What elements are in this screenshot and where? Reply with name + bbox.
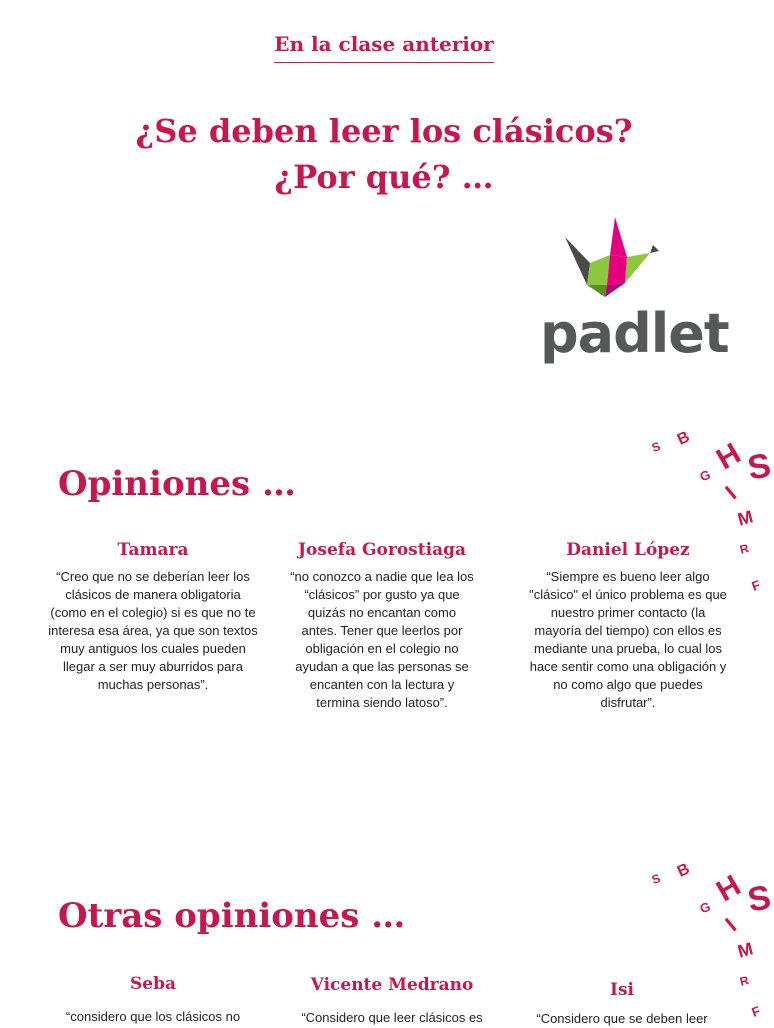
opinion-quote: “Siempre es bueno leer algo "clásico" el único problema es que nuestro primer contacto (la mayoría del tiempo) con ellos es mediante una prueba, lo cual los hace sentir como una obligación y no como algo que puedes disfrutar”. (529, 569, 727, 710)
opinion-quote: “Considero que leer clásicos es (301, 1010, 483, 1025)
decor-letter: S (744, 446, 774, 488)
opinion-card-isi (512, 980, 732, 1028)
opinion-quote: “no conozco a nadie que lea los “clásicos” por gusto ya que quizás no encantan como antes. Tener que leerlos por obligación en el colegio no ayudan a que las personas se encanten con la lectura y termina siendo latoso”. (290, 569, 474, 710)
opinion-author: Josefa Gorostiaga (298, 540, 466, 560)
opinion-author: Seba (130, 974, 176, 994)
decor-letter: I (720, 481, 742, 505)
previous-class-link[interactable]: En la clase anterior (274, 32, 493, 63)
decor-letter: R (738, 541, 751, 557)
opinion-author: Tamara (117, 540, 189, 560)
main-question (0, 108, 768, 200)
opinion-quote: “Considero que se deben leer (536, 1011, 708, 1026)
decor-letter: F (749, 1003, 763, 1020)
opinion-author: Vicente Medrano (310, 975, 474, 995)
decor-letter: G (697, 898, 713, 917)
decor-letter: M (735, 506, 756, 530)
opinion-author: Daniel López (566, 540, 690, 560)
decor-letter: S (649, 439, 663, 455)
decor-letter: F (749, 577, 763, 594)
opinion-card-vicente (282, 975, 502, 1027)
decor-letter: S (744, 878, 774, 920)
opinion-quote: “considero que los clásicos no (65, 1009, 241, 1024)
decor-letter: M (735, 938, 756, 962)
opinion-card-daniel (518, 540, 738, 712)
padlet-wordmark: padlet (540, 302, 729, 365)
decor-letter: G (697, 466, 713, 485)
decor-letter: H (710, 436, 747, 477)
decor-letter: B (674, 428, 693, 449)
opinion-card-tamara (43, 540, 263, 694)
decor-letter: I (720, 913, 742, 937)
opinion-quote: “Creo que no se deberían leer los clásicos de manera obligatoria (como en el colegio) si es que no te interesa esa área, ya que son textos muy antiguos los cuales pueden llegar a ser muy aburridos para muchas personas”. (48, 569, 258, 692)
main-question-line1: ¿Se deben leer los clásicos? (135, 112, 633, 150)
section-title-otras-opiniones: Otras opiniones … (58, 896, 406, 936)
decor-letter: S (649, 871, 663, 887)
decor-letter: R (738, 973, 751, 989)
opinion-card-seba (43, 974, 263, 1026)
section-title-opiniones: Opiniones … (58, 464, 296, 504)
main-question-line2: ¿Por qué? … (274, 158, 494, 196)
opinion-author: Isi (610, 980, 634, 1000)
decor-letter: H (710, 868, 747, 909)
decor-letter: B (674, 860, 693, 881)
opinion-card-josefa (272, 540, 492, 712)
header-link-container (0, 32, 768, 63)
